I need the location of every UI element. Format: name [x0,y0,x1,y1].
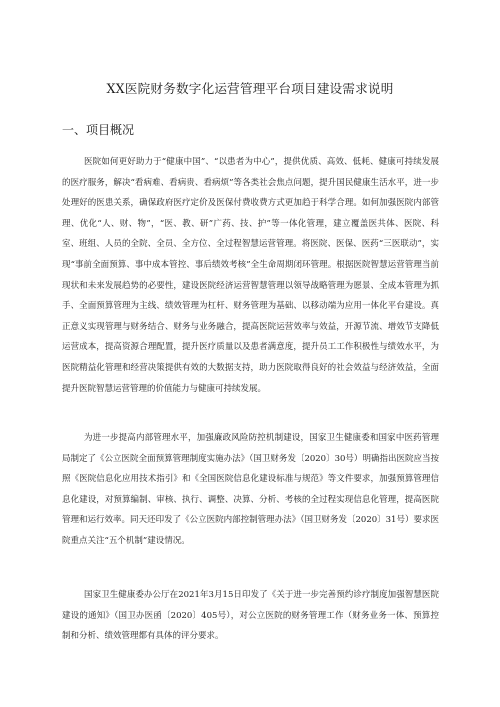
paragraph-overview: 医院如何更好助力于“健康中国”、“以患者为中心”，提供优质、高效、低耗、健康可持续发展的医疗服务，解决“看病难、看病贵、看病烦”等各类社会焦点问题，提升国民健康生活水平，进一步处理好的医患关系，确保政府医疗定价及医保付费收费方式更加趋于科学合理。如何加强医院内部管理、优化“人、财、物”，“医、教、研”广药、技、护”等一体化管理，建立覆盖医共体、医院、科室、班组、人员的全院、全员、全方位、全过程智慧运营管理。将医院、医保、医药“三医联动”，实现“事前全面预算、事中成本管控、事后绩效考核”全生命周期闭环管理。根据医院智慧运营管理当前现状和未来发展趋势的必要性，建设医院经济运营智慧管理以领导战略管理为愿景、全成本管理为抓手、全面预算管理为主线、绩效管理为杠杆、财务管理为基础、以移动端为应用一体化平台建设。真正意义实现管理与财务结合、财务与业务融合，提高医院运营效率与效益，开源节流、增效节支降低运营成本，提高资源合理配置，提升医疗质量以及患者满意度，提升员工工作积极性与绩效水平，为医院精益化管理和经营决策提供有效的大数据支持，助力医院取得良好的社会效益与经济效益，全面提升医院智慧运营管理的价值能力与健康可持续发展。 [62,157,439,394]
section-heading: 一、项目概况 [62,123,135,137]
paragraph-notice: 国家卫生健康委办公厅在2021年3月15日印发了《关于进一步完善预约诊疗制度加强智慧医院建设的通知》（国卫办医函〔2020〕405号），对公立医院的财务管理工作（财务业务一体、预算控制和分析、绩效管理都有具体的评分要求。 [62,590,439,642]
document-title: XX医院财务数字化运营管理平台项目建设需求说明 [106,81,394,96]
paragraph-policy: 为进一步提高内部管理水平，加强廉政风险防控机制建设，国家卫生健康委和国家中医药管理局制定了《公立医院全面预算管理制度实施办法》（国卫财务发〔2020〕30号）明确指出医院应当按照《医院信息化应用技术指引》和《全国医院信息化建设标准与规范》等文件要求，加强预算管理信息化建设，对预算编制、审核、执行、调整、决算、分析、考核的全过程实现信息化管理，提高医院管理和运行效率。同天还印发了《公立医院内部控制管理办法》（国卫财务发〔2020〕31号）要求医院重点关注“五个机制”建设情况。 [62,433,439,546]
